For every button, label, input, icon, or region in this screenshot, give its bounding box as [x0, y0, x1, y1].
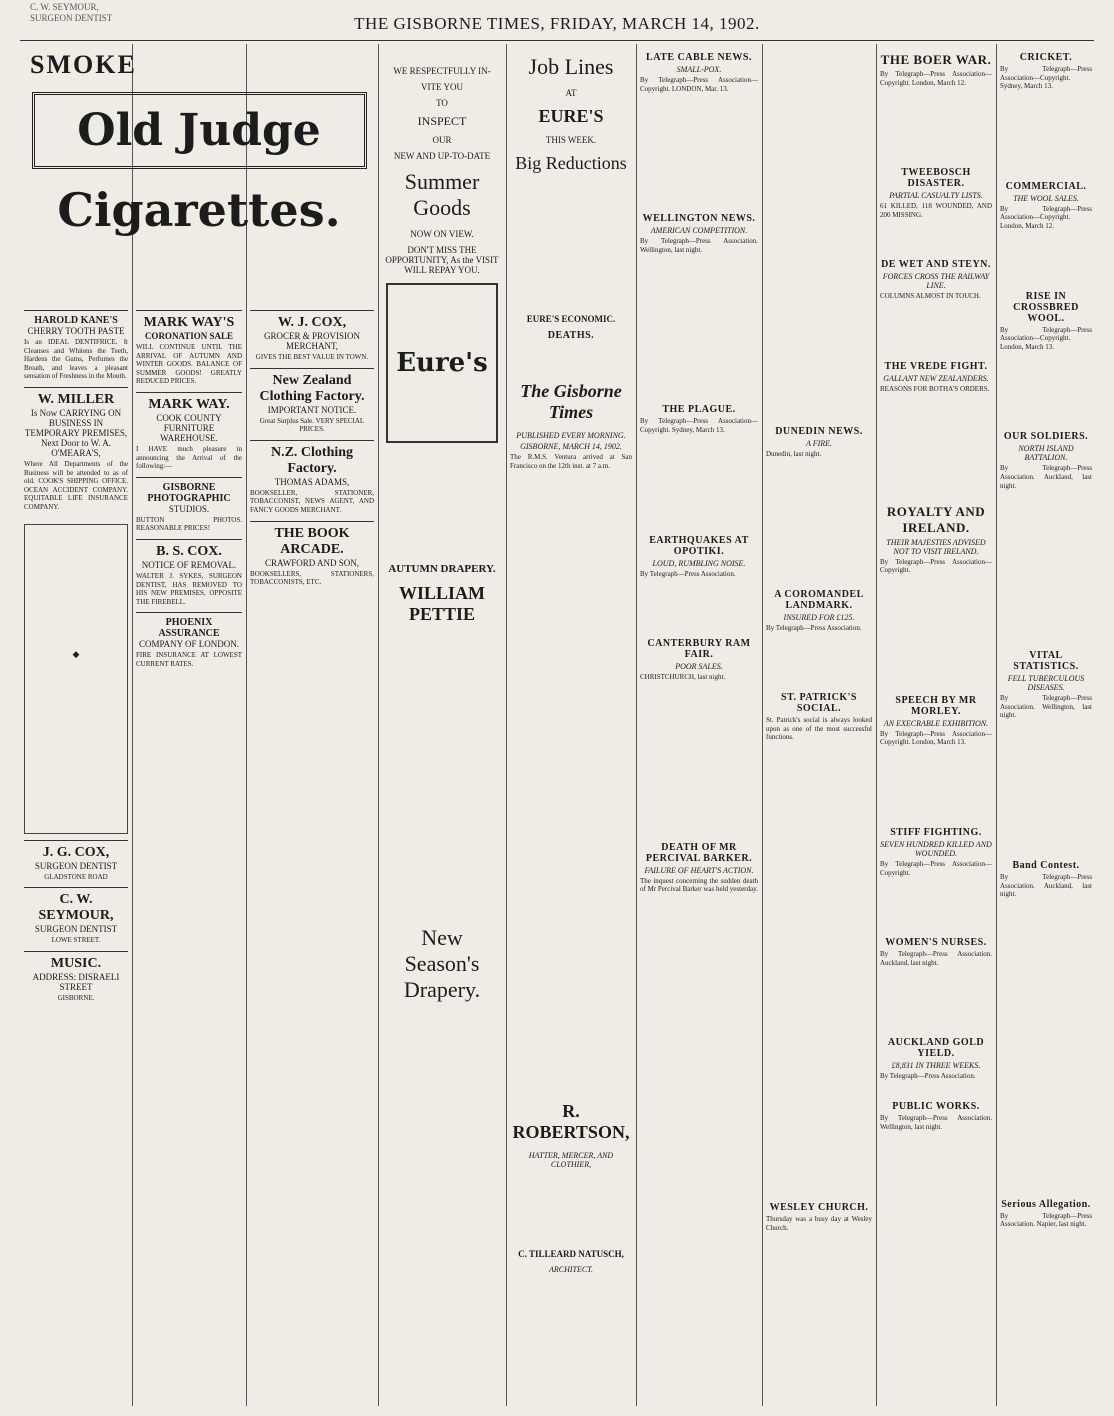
advert-w-j-cox: W. J. COX, GROCER & PROVISION MERCHANT, GIVES THE BEST VALUE IN TOWN.	[250, 310, 374, 368]
advert-photographic-studios: GISBORNE PHOTOGRAPHIC STUDIOS. BUTTON PHOTOS. REASONABLE PRICES!	[136, 477, 242, 539]
news-section: THE PLAGUE. By Telegraph—Press Association—Copyright. Sydney, March 13.	[640, 404, 758, 434]
news-section: AUCKLAND GOLD YIELD. £8,831 IN THREE WEEKS. By Telegraph—Press Association.	[880, 1037, 985, 1081]
news-section: COMMERCIAL. THE WOOL SALES. By Telegraph—Press Association—Copyright. London, March 12.	[1000, 180, 1092, 230]
advert-c-w-seymour: C. W. SEYMOUR, SURGEON DENTIST LOWE STREET.	[24, 887, 128, 951]
news-section: SPEECH BY MR MORLEY. AN EXECRABLE EXHIBITION. By Telegraph—Press Association—Copyright. London, March 13.	[880, 694, 992, 747]
news-section: DUNEDIN NEWS. A FIRE. Dunedin, last night.	[766, 426, 863, 458]
advert-music: MUSIC. ADDRESS: DISRAELI STREET GISBORNE.	[24, 951, 128, 1009]
advert-mark-way: MARK WAY'S CORONATION SALE WILL CONTINUE UNTIL THE ARRIVAL OF AUTUMN AND WINTER GOODS. BALANCE OF SUMMER GOODS! GREATLY REDUCED PRICES.	[136, 310, 242, 392]
advert-book-arcade: THE BOOK ARCADE. CRAWFORD AND SON, BOOKSELLERS, STATIONERS, TOBACCONISTS, ETC.	[250, 521, 374, 593]
masthead: THE GISBORNE TIMES, FRIDAY, MARCH 14, 1902.	[354, 14, 760, 33]
advert-summer-tweed-suits: ◆	[24, 524, 128, 834]
eures-heading: EURE'S	[538, 106, 604, 126]
advert-harold-kane: HAROLD KANE'S CHERRY TOOTH PASTE Is an IDEAL DENTIFRICE. It Cleanses and Whitens the Teeth, Hardens the Gums, Perfumes the Breath, and leaves a pleasant sensation of Freshness in the Mouth.	[24, 310, 128, 387]
news-section: VITAL STATISTICS. FELL TUBERCULOUS DISEASES. By Telegraph—Press Association. Wellington, last night.	[1000, 650, 1092, 720]
news-section: EARTHQUAKES AT OPOTIKI. LOUD, RUMBLING NOISE. By Telegraph—Press Association.	[640, 534, 749, 578]
advert-phoenix-assurance: PHOENIX ASSURANCE COMPANY OF LONDON. FIRE INSURANCE AT LOWEST CURRENT RATES.	[136, 612, 242, 674]
news-section: Band Contest. By Telegraph—Press Association. Auckland, last night.	[1000, 859, 1092, 899]
news-section: WESLEY CHURCH. Thursday was a busy day at Wesley Church.	[766, 1201, 872, 1232]
gisborne-times-masthead: The Gisborne Times	[520, 381, 622, 422]
william-pettie: WILLIAM PETTIE	[398, 583, 485, 624]
advert-b-s-cox: B. S. COX. NOTICE OF REMOVAL. WALTER J. SYKES, SURGEON DENTIST, HAS REMOVED TO HIS NEW PREMISES, OPPOSITE THE FIREBELL.	[136, 539, 242, 612]
news-section: STIFF FIGHTING. SEVEN HUNDRED KILLED AND WOUNDED. By Telegraph—Press Association—Copyright.	[880, 826, 992, 877]
news-section: LATE CABLE NEWS. SMALL-POX. By Telegraph—Press Association—Copyright. LONDON, Mar. 13.	[640, 52, 758, 93]
news-section: WELLINGTON NEWS. AMERICAN COMPETITION. By Telegraph—Press Association. Wellington, last night.	[640, 213, 758, 254]
news-section: ST. PATRICK'S SOCIAL. St. Patrick's social is always looked upon as one of the most successful functions.	[766, 692, 872, 742]
header-corner-text: C. W. SEYMOUR, SURGEON DENTIST	[30, 2, 113, 23]
news-section: TWEEBOSCH DISASTER. PARTIAL CASUALTY LISTS. 61 KILLED, 118 WOUNDED, AND 200 MISSING.	[880, 167, 992, 219]
autumn-drapery: AUTUMN DRAPERY.	[388, 563, 496, 575]
news-section: CANTERBURY RAM FAIR. POOR SALES. CHRISTCHURCH, last night.	[640, 638, 751, 682]
r-robertson: R. ROBERTSON,	[512, 1101, 630, 1142]
column-4	[378, 46, 506, 1406]
big-reductions: Big Reductions	[515, 153, 627, 173]
advert-w-miller: W. MILLER Is Now CARRYING ON BUSINESS IN TEMPORARY PREMISES, Next Door to W. A. O'MEARA'S, Where All Departments of the Business will be attended to as of old. COOK'S SHIPPING OFFICE. OCEAN ACCIDENT COMPANY. EQUITABLE LIFE INSURANCE COMPANY.	[24, 387, 128, 518]
news-section: DE WET AND STEYN. FORCES CROSS THE RAILWAY LINE. COLUMNS ALMOST IN TOUCH.	[880, 259, 991, 301]
now-on-view: NOW ON VIEW.	[410, 229, 474, 239]
summer-goods-heading: Summer Goods	[404, 169, 480, 220]
column-2	[132, 310, 246, 1406]
advert-nz-clothing-factory: New Zealand Clothing Factory. IMPORTANT NOTICE. Great Surplus Sale. VERY SPECIAL PRICES.	[250, 368, 374, 440]
advert-thomas-adams: N.Z. Clothing Factory. THOMAS ADAMS, BOOKSELLER, STATIONER, TOBACCONIST, NEWS AGENT, AND FANCY GOODS MERCHANT.	[250, 440, 374, 521]
news-section: CRICKET. By Telegraph—Press Association—Copyright. Sydney, March 13.	[1000, 52, 1092, 91]
news-section: OUR SOLDIERS. NORTH ISLAND BATTALION. By Telegraph—Press Association. Auckland, last night.	[1000, 431, 1092, 490]
news-section: PUBLIC WORKS. By Telegraph—Press Association. Wellington, last night.	[880, 1100, 992, 1131]
news-section: RISE IN CROSSBRED WOOL. By Telegraph—Press Association—Copyright. London, March 13.	[1000, 290, 1092, 351]
news-section: THE BOER WAR. By Telegraph—Press Association—Copyright. London, March 12.	[880, 52, 992, 87]
column-3	[246, 310, 378, 1406]
smoke-heading: SMOKE	[30, 50, 137, 79]
new-season-drapery: New Season's Drapery.	[403, 925, 481, 1002]
advert-j-g-cox: J. G. COX, SURGEON DENTIST GLADSTONE ROAD	[24, 840, 128, 888]
dont-miss-text: DON'T MISS THE OPPORTUNITY, As the VISIT WILL REPAY YOU.	[385, 245, 499, 275]
old-judge-advert	[20, 46, 378, 306]
column-1	[20, 310, 132, 1406]
header-rule	[20, 40, 1094, 41]
invite-block: WE RESPECTFULLY IN- VITE YOU TO INSPECT OUR NEW AND UP-TO-DATE	[393, 66, 491, 161]
news-section: WOMEN'S NURSES. By Telegraph—Press Association. Auckland, last night.	[880, 937, 992, 967]
column-6	[636, 46, 762, 1406]
eures-logo: Eure's	[386, 283, 498, 443]
column-8	[876, 46, 996, 1406]
news-section: ROYALTY AND IRELAND. THEIR MAJESTIES ADVISED NOT TO VISIT IRELAND. By Telegraph—Press Association—Copyright.	[880, 503, 992, 575]
news-section: THE VREDE FIGHT. GALLANT NEW ZEALANDERS. REASONS FOR BOTHA'S ORDERS.	[880, 360, 990, 393]
column-7	[762, 46, 876, 1406]
column-9	[996, 46, 1096, 1406]
cigarettes-title: Cigarettes.	[57, 183, 341, 237]
column-5: Job Lines AT EURE'S THIS WEEK. Big Reductions EURE'S ECONOMIC. DEATHS. The Gisborne Times PUBLISHED EVERY MORNING. GISBORNE, MARCH 14, 1902. The R.M.S. Ventura arrived at San Francisco on the 12th inst. at 7 a.m. R. ROBERTSON, HATTER, MERCER, AND CLOTHIER, C. TILLEARD NATUSCH, ARCHITECT.	[510, 54, 632, 1274]
news-section: Serious Allegation. By Telegraph—Press Association. Napier, last night.	[1000, 1198, 1092, 1229]
advert-mark-way-furniture: MARK WAY. COOK COUNTY FURNITURE WAREHOUSE. I HAVE much pleasure in announcing the Arrival of the following:—	[136, 392, 242, 477]
old-judge-title: Old Judge	[32, 92, 367, 169]
news-section: DEATH OF MR PERCIVAL BARKER. FAILURE OF HEART'S ACTION. The inquest concerning the sudden death of Mr Percival Barker was held yesterday.	[640, 841, 758, 894]
news-section: A COROMANDEL LANDMARK. INSURED FOR £125. By Telegraph—Press Association.	[766, 588, 864, 632]
job-lines: Job Lines	[528, 54, 614, 79]
page-header	[0, 0, 1114, 40]
editorial-text: The R.M.S. Ventura arrived at San Francisco on the 12th inst. at 7 a.m.	[510, 453, 632, 470]
